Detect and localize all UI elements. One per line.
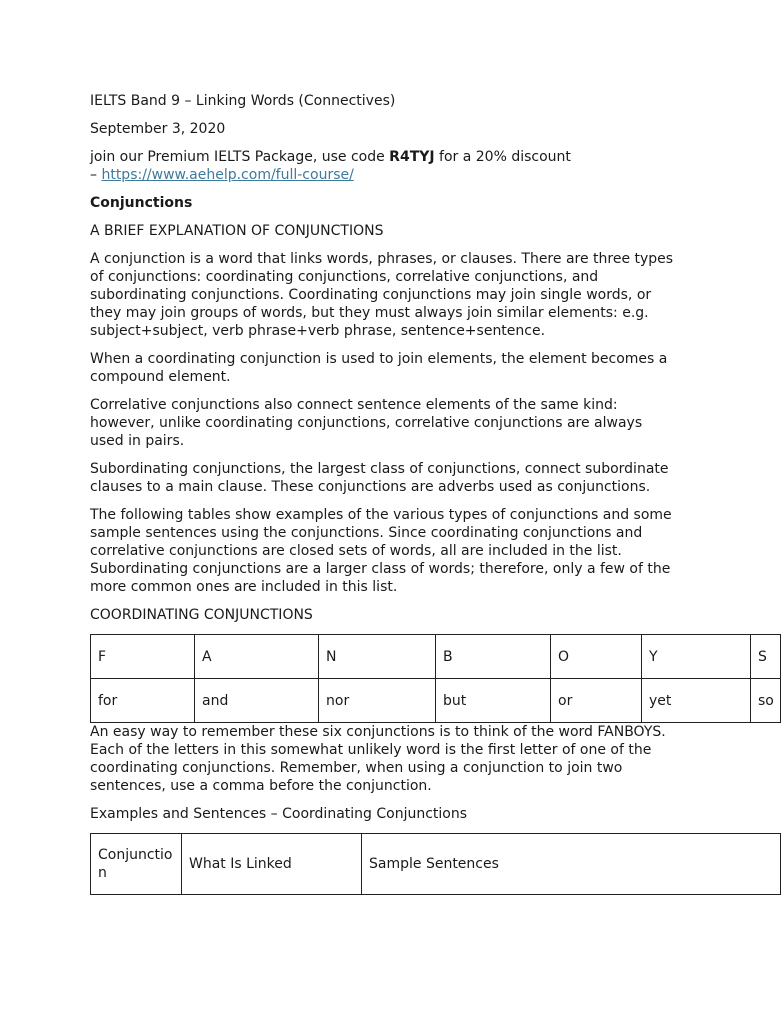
paragraph: When a coordinating conjunction is used to join elements, the element becomes a compound element.	[90, 351, 668, 385]
examples-table	[90, 833, 781, 895]
table-cell: and	[195, 679, 319, 723]
promo-code: R4TYJ	[389, 149, 435, 165]
coordinating-heading: COORDINATING CONJUNCTIONS	[90, 607, 313, 623]
table-cell: N	[319, 635, 436, 679]
fanboys-table	[90, 634, 781, 723]
fanboys-note: An easy way to remember these six conjunctions is to think of the word FANBOYS. Each of the letters in this somewhat unlikely word is the first letter of one of the coordinating conjunctions. Remember, when using a conjunction to join two sentences, use a comma before the conjunction.	[90, 724, 666, 794]
paragraph: Subordinating conjunctions, the largest class of conjunctions, connect subordinate clauses to a main clause. These conjunctions are adverbs used as conjunctions.	[90, 461, 669, 495]
table-row	[91, 679, 781, 723]
paragraph: Correlative conjunctions also connect sentence elements of the same kind: however, unlike coordinating conjunctions, correlative conjunctions are always used in pairs.	[90, 397, 643, 449]
promo-prefix: join our Premium IELTS Package, use code	[90, 149, 390, 165]
table-cell: F	[91, 635, 195, 679]
promo-suffix: for a 20% discount	[434, 149, 571, 165]
course-link[interactable]: https://www.aehelp.com/full-course/	[101, 167, 354, 183]
section-heading: Conjunctions	[90, 195, 193, 211]
table-cell: yet	[642, 679, 751, 723]
promo-text	[90, 148, 680, 184]
table-cell: Y	[642, 635, 751, 679]
table-cell: but	[436, 679, 551, 723]
column-header: What Is Linked	[182, 834, 362, 895]
table-row	[91, 635, 781, 679]
table-cell: for	[91, 679, 195, 723]
table-cell: nor	[319, 679, 436, 723]
column-header: Conjunctio n	[91, 834, 182, 895]
table-cell: O	[551, 635, 642, 679]
table-cell: S	[751, 635, 781, 679]
examples-heading: Examples and Sentences – Coordinating Conjunctions	[90, 806, 468, 822]
paragraph: A conjunction is a word that links words, phrases, or clauses. There are three types of conjunctions: coordinating conjunctions, correlative conjunctions, and subordinating conjunctions. Coordinating conjunctions may join single words, or they may join groups of words, but they must always join similar elements: e.g. subject+subject, verb phrase+verb phrase, sentence+sentence.	[90, 251, 674, 339]
document-page	[90, 92, 780, 895]
table-cell: A	[195, 635, 319, 679]
table-cell: so	[751, 679, 781, 723]
paragraph: The following tables show examples of the various types of conjunctions and some sample sentences using the conjunctions. Since coordinating conjunctions and correlative conjunctions are closed sets of words, all are included in the list. Subordinating conjunctions are a larger class of words; therefore, only a few of the more common ones are included in this list.	[90, 507, 672, 595]
publish-date: September 3, 2020	[90, 121, 226, 137]
column-header: Sample Sentences	[362, 834, 781, 895]
table-cell: or	[551, 679, 642, 723]
promo-dash: –	[90, 167, 102, 183]
table-header-row	[91, 834, 781, 895]
table-cell: B	[436, 635, 551, 679]
subheading: A BRIEF EXPLANATION OF CONJUNCTIONS	[90, 223, 384, 239]
document-title: IELTS Band 9 – Linking Words (Connectives)	[90, 93, 396, 109]
